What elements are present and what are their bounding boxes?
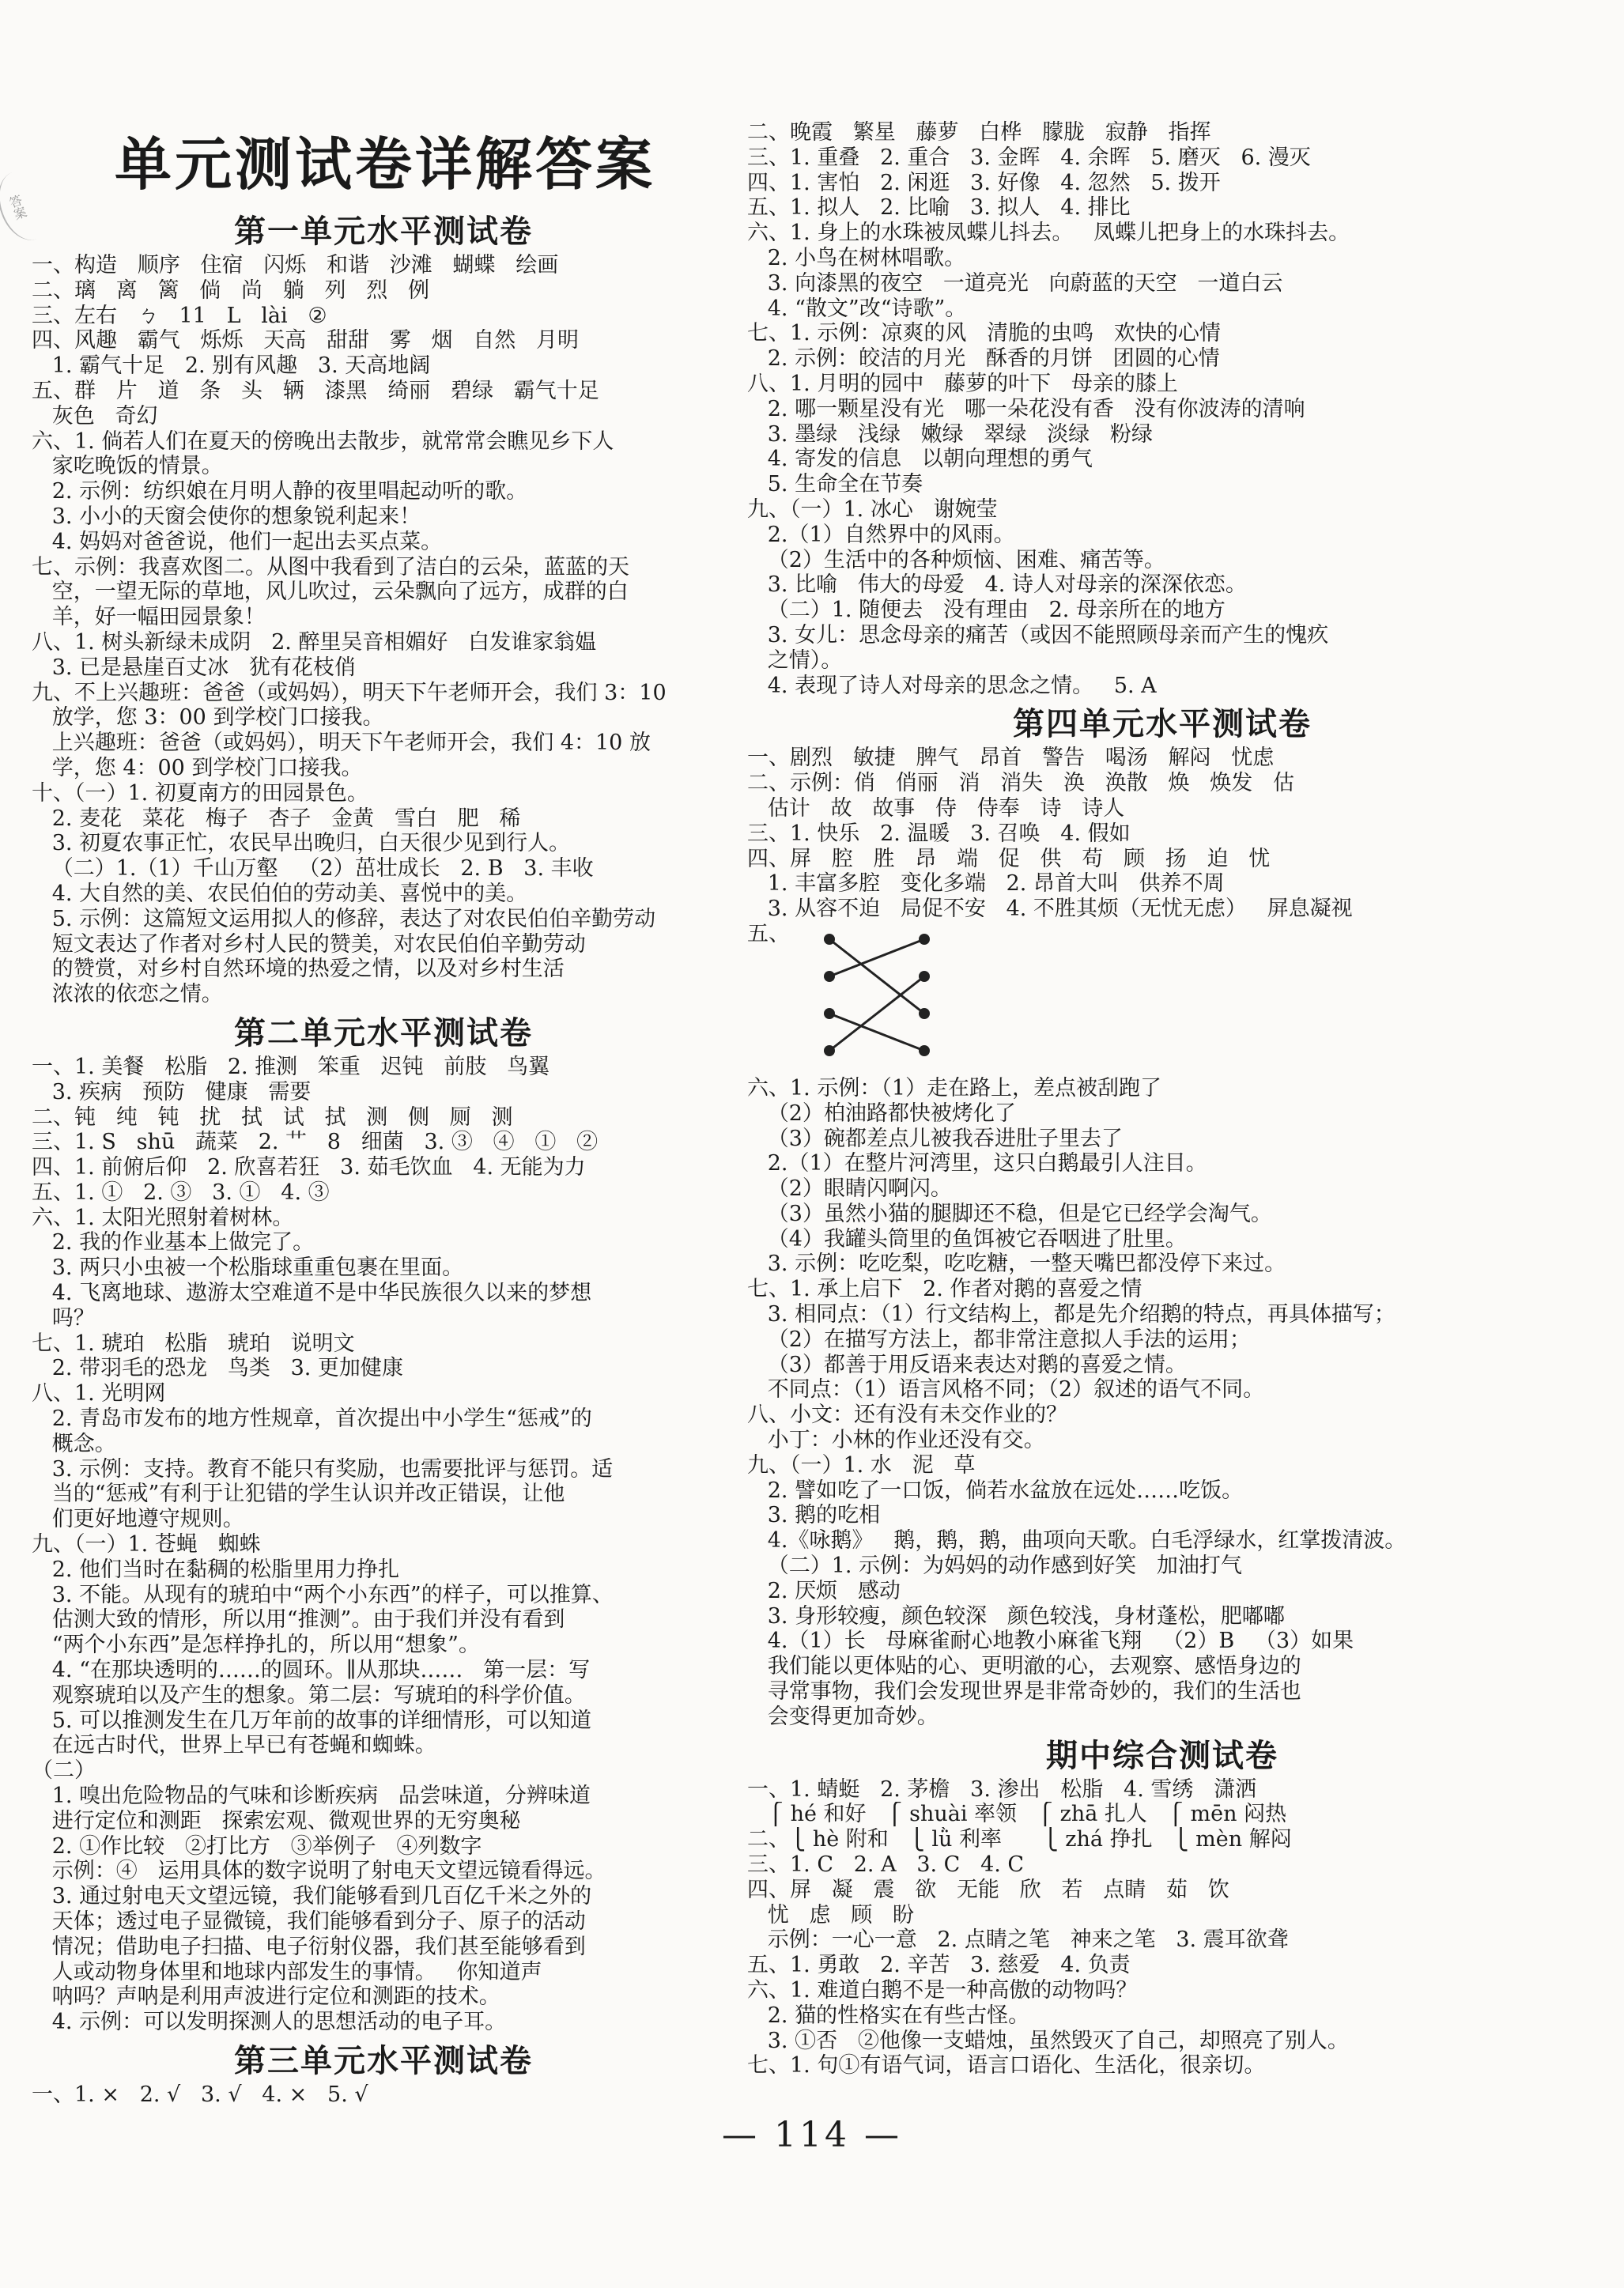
answer-line: 二、⎩ hè 附和 ⎩ lǜ 利率 ⎩ zhá 挣扎 ⎩ mèn 解闷 (747, 1827, 1292, 1852)
answer-line: 3. 初夏农事正忙，农民早出晚归，白天很少见到行人。 (32, 831, 571, 856)
answer-line: 短文表达了作者对乡村人民的赞美，对农民伯伯辛勤劳动 (32, 931, 586, 957)
answer-line: 3. 疾病 预防 健康 需要 (32, 1079, 312, 1104)
answer-line: 3. 示例：吃吃梨，吃吃糖，一整天嘴巴都没停下来过。 (747, 1252, 1286, 1277)
answer-line: 2. 哪一颗星没有光 哪一朵花没有香 没有你波涛的清响 (747, 396, 1305, 421)
answer-line: 九、（一）1. 苍蝇 蜘蛛 (32, 1532, 261, 1557)
answer-line: 之情）。 (747, 648, 843, 673)
matching-line (829, 1014, 924, 1051)
answer-line: 3. 身形较瘦，颜色较深 颜色较浅，身材蓬松，肥嘟嘟 (747, 1603, 1285, 1629)
answer-line: 七、1. 示例：凉爽的风 清脆的虫鸣 欢快的心情 (747, 321, 1221, 346)
answer-line: 九、（一）1. 水 泥 草 (747, 1452, 976, 1478)
answer-line: 一、构造 顺序 住宿 闪烁 和谐 沙滩 蝴蝶 绘画 (32, 253, 559, 278)
matching-lines-diagram (814, 925, 940, 1071)
answer-line: 3. 通过射电天文望远镜，我们能够看到几百亿千米之外的 (32, 1884, 592, 1909)
answer-line: 5. 示例：这篇短文运用拟人的修辞，表达了对农民伯伯辛勤劳动 (32, 906, 656, 931)
matching-line (829, 939, 924, 1014)
answer-line: 八、小文：还有没有未交作业的？ (747, 1403, 1067, 1428)
matching-exercise (747, 922, 1577, 1076)
answer-line: 放学，您 3：00 到学校门口接我。 (32, 705, 384, 731)
answer-line: （二）1. 随便去 没有理由 2. 母亲所在的地方 (747, 598, 1226, 623)
answer-line: （2）眼睛闪啊闪。 (747, 1176, 952, 1202)
answer-line: 3. 女儿：思念母亲的痛苦（或因不能照顾母亲而产生的愧疚 (747, 622, 1329, 648)
answer-line: 七、1. 琥珀 松脂 琥珀 说明文 (32, 1331, 355, 1356)
answer-line: （4）我罐头筒里的鱼饵被它吞咽进了肚里。 (747, 1226, 1187, 1252)
answer-line: 上兴趣班：爸爸（或妈妈），明天下午老师开会，我们 4：10 放 (32, 731, 651, 756)
answer-line: 4. 寄发的信息 以朝向理想的勇气 (747, 447, 1093, 472)
matching-dot (824, 934, 835, 945)
answer-line: 家吃晚饭的情景。 (32, 454, 223, 479)
answer-line: 三、1. S shū 蔬菜 2. 艹 8 细菌 3. ③ ④ ① ② (32, 1130, 599, 1155)
answer-line: 2. 示例：皎洁的月光 酥香的月饼 团圆的心情 (747, 346, 1220, 372)
answer-line: 2. 带羽毛的恐龙 鸟类 3. 更加健康 (32, 1356, 403, 1381)
answer-line: 寻常事物，我们会发现世界是非常奇妙的，我们的生活也 (747, 1679, 1301, 1705)
answer-line: 四、1. 前俯后仰 2. 欣喜若狂 3. 茹毛饮血 4. 无能为力 (32, 1155, 586, 1180)
matching-line (829, 976, 924, 1051)
answer-line: 3. 示例：支持。教育不能只有奖励，也需要批评与惩罚。适 (32, 1456, 614, 1482)
answer-line: 2. 麦花 菜花 梅子 杏子 金黄 雪白 肥 稀 (32, 806, 521, 831)
answer-line: 3. 不能。从现有的琥珀中“两个小东西”的样子，可以推算、 (32, 1582, 614, 1607)
answer-line: 灰色 奇幻 (32, 403, 158, 429)
answer-line: 3. 相同点：（1）行文结构上，都是先介绍鹅的特点，再具体描写； (747, 1302, 1396, 1327)
answer-line: 在远古时代，世界上早已有苍蝇和蜘蛛。 (32, 1733, 436, 1758)
answer-line: 3. 墨绿 浅绿 嫩绿 翠绿 淡绿 粉绿 (747, 421, 1153, 447)
answer-line: 六、1. 身上的水珠被凤蝶儿抖去。 凤蝶儿把身上的水珠抖去。 (747, 221, 1350, 246)
answer-line: 二、晚霞 繁星 藤萝 白桦 朦胧 寂静 指挥 (747, 120, 1211, 145)
section-heading: 第三单元水平测试卷 (234, 2041, 533, 2079)
answer-line: 一、1. 蜻蜓 2. 茅檐 3. 渗出 松脂 4. 雪绣 潇洒 (747, 1776, 1257, 1802)
answer-line: 四、风趣 霸气 烁烁 天高 甜甜 雾 烟 自然 月明 (32, 328, 579, 353)
answer-line: 1. 嗅出危险物品的气味和诊断疾病 品尝味道，分辨味道 (32, 1784, 591, 1809)
answer-line: 吗？ (32, 1305, 95, 1331)
answer-line: 情况；借助电子扫描、电子衍射仪器，我们甚至能够看到 (32, 1934, 586, 1959)
answer-line: 天体；透过电子显微镜，我们能够看到分子、原子的活动 (32, 1909, 586, 1934)
answer-line: 呐吗？声呐是利用声波进行定位和测距的技术。 (32, 1984, 500, 2010)
answer-line: 3. 从容不迫 局促不安 4. 不胜其烦（无忧无虑） 屏息凝视 (747, 897, 1353, 922)
answer-line: 示例：④ 运用具体的数字说明了射电天文望远镜看得远。 (32, 1859, 606, 1884)
answer-line: 5. 可以推测发生在几万年前的故事的详细情形，可以知道 (32, 1708, 592, 1733)
answer-line: （3）虽然小猫的腿脚还不稳，但是它已经学会淘气。 (747, 1201, 1272, 1226)
answer-line: （二） (32, 1758, 96, 1784)
answer-line: 三、1. C 2. A 3. C 4. C (747, 1852, 1025, 1878)
answer-line: 一、1. × 2. √ 3. √ 4. × 5. √ (32, 2082, 368, 2107)
answer-line: 进行定位和测距 探索宏观、微观世界的无穷奥秘 (32, 1808, 521, 1833)
answer-line: ⎧ hé 和好 ⎧ shuài 率领 ⎧ zhā 扎人 ⎧ mēn 闷热 (747, 1802, 1287, 1827)
answer-line: 2. 我的作业基本上做完了。 (32, 1230, 315, 1255)
answer-line: （2）生活中的各种烦恼、困难、痛苦等。 (747, 547, 1165, 572)
answer-line: 三、1. 快乐 2. 温暖 3. 召唤 4. 假如 (747, 821, 1131, 846)
section-heading: 第四单元水平测试卷 (1013, 705, 1312, 743)
answer-line: 七、1. 承上启下 2. 作者对鹅的喜爱之情 (747, 1277, 1142, 1302)
matching-dot (919, 1008, 930, 1019)
answer-line: 估测大致的情形，所以用“推测”。由于我们并没有看到 (32, 1607, 565, 1633)
answer-line: 会变得更加奇妙。 (747, 1704, 939, 1729)
answer-line: 3. 已是悬崖百丈冰 犹有花枝俏 (32, 655, 356, 680)
answer-line: 2. ①作比较 ②打比方 ③举例子 ④列数字 (32, 1833, 482, 1859)
answer-line: 忧 虑 顾 盼 (747, 1902, 914, 1927)
answer-line: 九、（一）1. 冰心 谢婉莹 (747, 496, 998, 522)
matching-dot (919, 1045, 930, 1056)
answer-line: 示例：一心一意 2. 点睛之笔 神来之笔 3. 震耳欲聋 (747, 1927, 1289, 1953)
answer-line: 四、1. 害怕 2. 闲逛 3. 好像 4. 忽然 5. 拨开 (747, 170, 1221, 195)
left-column (32, 206, 735, 2108)
answer-line: 五、1. ① 2. ③ 3. ① 4. ③ (32, 1180, 330, 1205)
answer-line: 4. 飞离地球、遨游太空难道不是中华民族很久以来的梦想 (32, 1281, 592, 1306)
answer-line: 五、群 片 道 条 头 辆 漆黑 绮丽 碧绿 霸气十足 (32, 378, 599, 403)
matching-dot (919, 934, 930, 945)
answer-line: 3. 两只小虫被一个松脂球重重包裹在里面。 (32, 1255, 464, 1281)
answer-line: 我们能以更体贴的心、更明澈的心，去观察、感悟身边的 (747, 1654, 1301, 1679)
answer-line: 4.《咏鹅》 鹅，鹅，鹅，曲项向天歌。白毛浮绿水，红掌拨清波。 (747, 1528, 1407, 1554)
answer-line: 四、屏 腔 胜 昂 端 促 供 苟 顾 扬 迫 忧 (747, 846, 1271, 871)
answer-line: 2. 譬如吃了一口饭，倘若水盆放在远处……吃饭。 (747, 1478, 1244, 1503)
answer-line: （2）在描写方法上，都非常注意拟人手法的运用； (747, 1327, 1251, 1352)
answer-line: 小丁：小林的作业还没有交。 (747, 1428, 1045, 1453)
answer-line: 六、1. 难道白鹅不是一种高傲的动物吗？ (747, 1978, 1138, 2003)
answer-line: 二、钝 纯 钝 扰 拭 试 拭 测 侧 厕 测 (32, 1104, 513, 1130)
answer-line: 五、1. 拟人 2. 比喻 3. 拟人 4. 排比 (747, 195, 1131, 221)
matching-label: 五、 (747, 921, 790, 946)
answer-line: 4. 示例：可以发明探测人的思想活动的电子耳。 (32, 2010, 507, 2035)
matching-dot (919, 971, 930, 982)
right-column (747, 120, 1577, 2078)
answer-line: 3. 比喻 伟大的母爱 4. 诗人对母亲的深深依恋。 (747, 572, 1247, 598)
answer-line: 3. 向漆黑的夜空 一道亮光 向蔚蓝的天空 一道白云 (747, 270, 1283, 296)
answer-line: 2. 示例：纺织娘在月明人静的夜里唱起动听的歌。 (32, 479, 528, 504)
answer-line: 八、1. 月明的园中 藤萝的叶下 母亲的膝上 (747, 371, 1178, 396)
answer-line: 的赞赏，对乡村自然环境的热爱之情，以及对乡村生活 (32, 957, 565, 982)
answer-line: （3）都善于用反语来表达对鹅的喜爱之情。 (747, 1352, 1187, 1377)
answer-line: 4.（1）长 母麻雀耐心地教小麻雀飞翔 （2）B （3）如果 (747, 1629, 1354, 1654)
answer-line: 们更好地遵守规则。 (32, 1507, 244, 1532)
answer-line: 七、1. 句①有语气词，语言口语化、生活化，很亲切。 (747, 2053, 1266, 2078)
answer-line: “两个小东西”是怎样挣扎的，所以用“想象”。 (32, 1633, 480, 1658)
matching-dot (824, 1045, 835, 1056)
answer-line: 羊，好一幅田园景象！ (32, 605, 266, 630)
answer-line: 不同点：（1）语言风格不同；（2）叙述的语气不同。 (747, 1377, 1265, 1403)
answer-line: 5. 生命全在节奏 (747, 472, 923, 497)
answer-line: 一、剧烈 敏捷 脾气 昂首 警告 喝汤 解闷 忧虑 (747, 746, 1275, 771)
answer-line: 2. 青岛市发布的地方性规章，首次提出中小学生“惩戒”的 (32, 1406, 592, 1432)
answer-line: 六、1. 太阳光照射着树林。 (32, 1205, 294, 1230)
corner-stamp: 答案 (0, 164, 60, 247)
matching-dot (824, 1008, 835, 1019)
answer-line: （3）碗都差点儿被我吞进肚子里去了 (747, 1126, 1123, 1151)
page-number: — 114 — (722, 2115, 902, 2155)
answer-line: 1. 丰富多腔 变化多端 2. 昂首大叫 供养不周 (747, 871, 1225, 897)
matching-dot (824, 971, 835, 982)
answer-line: 4. 大自然的美、农民伯伯的劳动美、喜悦中的美。 (32, 881, 528, 906)
answer-line: 观察琥珀以及产生的想象。第二层：写琥珀的科学价值。 (32, 1682, 586, 1708)
answer-line: 八、1. 光明网 (32, 1381, 166, 1406)
answer-line: 五、1. 勇敢 2. 辛苦 3. 慈爱 4. 负责 (747, 1953, 1131, 1978)
answer-line: 3. 鹅的吃相 (747, 1503, 881, 1528)
answer-line: 估计 故 故事 侍 侍奉 诗 诗人 (747, 795, 1125, 821)
answer-line: 2.（1）自然界中的风雨。 (747, 522, 1015, 547)
answer-line: （2）柏油路都快被烤化了 (747, 1101, 1016, 1126)
answer-line: 3. 小小的天窗会使你的想象锐利起来！ (32, 504, 421, 529)
answer-line: 九、不上兴趣班：爸爸（或妈妈），明天下午老师开会，我们 3：10 (32, 680, 667, 705)
answer-line: 2.（1）在整片河湾里，这只白鹅最引人注目。 (747, 1151, 1207, 1176)
answer-line: 概念。 (32, 1431, 116, 1456)
answer-line: 七、示例：我喜欢图二。从图中我看到了洁白的云朵，蓝蓝的天 (32, 554, 629, 580)
answer-line: （二）1. 示例：为妈妈的动作感到好笑 加油打气 (747, 1554, 1242, 1579)
answer-line: 六、1. 示例：（1）走在路上，差点被刮跑了 (747, 1075, 1162, 1101)
answer-line: 二、璃 离 篱 倘 尚 躺 列 烈 例 (32, 278, 429, 303)
answer-line: 4. 妈妈对爸爸说，他们一起出去买点菜。 (32, 529, 443, 554)
answer-line: 4. “散文”改“诗歌”。 (747, 296, 967, 321)
answer-line: 2. 厌烦 感动 (747, 1578, 901, 1603)
answer-line: 三、左右 ㄅ 11 L lài ② (32, 303, 327, 328)
answer-line: 4. “在那块透明的……的圆环。∥从那块…… 第一层：写 (32, 1658, 591, 1683)
answer-line: 八、1. 树头新绿未成阴 2. 醉里吴音相媚好 白发谁家翁媪 (32, 629, 597, 655)
answer-line: 学，您 4：00 到学校门口接我。 (32, 755, 363, 780)
answer-line: 空，一望无际的草地，风儿吹过，云朵飘向了远方，成群的白 (32, 580, 629, 605)
answer-line: 一、1. 美餐 松脂 2. 推测 笨重 迟钝 前肢 鸟翼 (32, 1054, 550, 1079)
answer-line: 当的“惩戒”有利于让犯错的学生认识并改正错误，让他 (32, 1482, 565, 1507)
answer-line: 十、（一）1. 初夏南方的田园景色。 (32, 780, 368, 806)
answer-line: 2. 他们当时在黏稠的松脂里用力挣扎 (32, 1557, 400, 1582)
answer-line: 三、1. 重叠 2. 重合 3. 金晖 4. 余晖 5. 磨灭 6. 漫灭 (747, 145, 1311, 170)
section-heading: 期中综合测试卷 (1046, 1736, 1278, 1774)
answer-line: 4. 表现了诗人对母亲的思念之情。 5. A (747, 673, 1157, 698)
answer-line: 3. ①否 ②他像一支蜡烛，虽然毁灭了自己，却照亮了别人。 (747, 2028, 1349, 2053)
answer-line: 六、1. 倘若人们在夏天的傍晚出去散步，就常常会瞧见乡下人 (32, 429, 614, 454)
answer-line: 浓浓的依恋之情。 (32, 982, 223, 1007)
answer-line: 2. 小鸟在树林唱歌。 (747, 245, 966, 270)
answer-line: 二、示例：俏 俏丽 消 消失 涣 涣散 焕 焕发 估 (747, 771, 1294, 796)
matching-line (829, 939, 924, 976)
page-title: 单元测试卷详解答案 (115, 130, 656, 198)
answer-line: 1. 霸气十足 2. 别有风趣 3. 天高地阔 (32, 353, 431, 379)
answer-line: 2. 猫的性格实在有些古怪。 (747, 2003, 1030, 2028)
answer-line: （二）1.（1）千山万壑 （2）茁壮成长 2. B 3. 丰收 (32, 856, 594, 882)
answer-line: 四、屏 凝 震 欲 无能 欣 若 点睛 茹 饮 (747, 1877, 1229, 1902)
section-heading: 第二单元水平测试卷 (234, 1014, 533, 1051)
answer-line: 人或动物身体里和地球内部发生的事情。 你知道声 (32, 1959, 542, 1984)
section-heading: 第一单元水平测试卷 (234, 213, 533, 250)
